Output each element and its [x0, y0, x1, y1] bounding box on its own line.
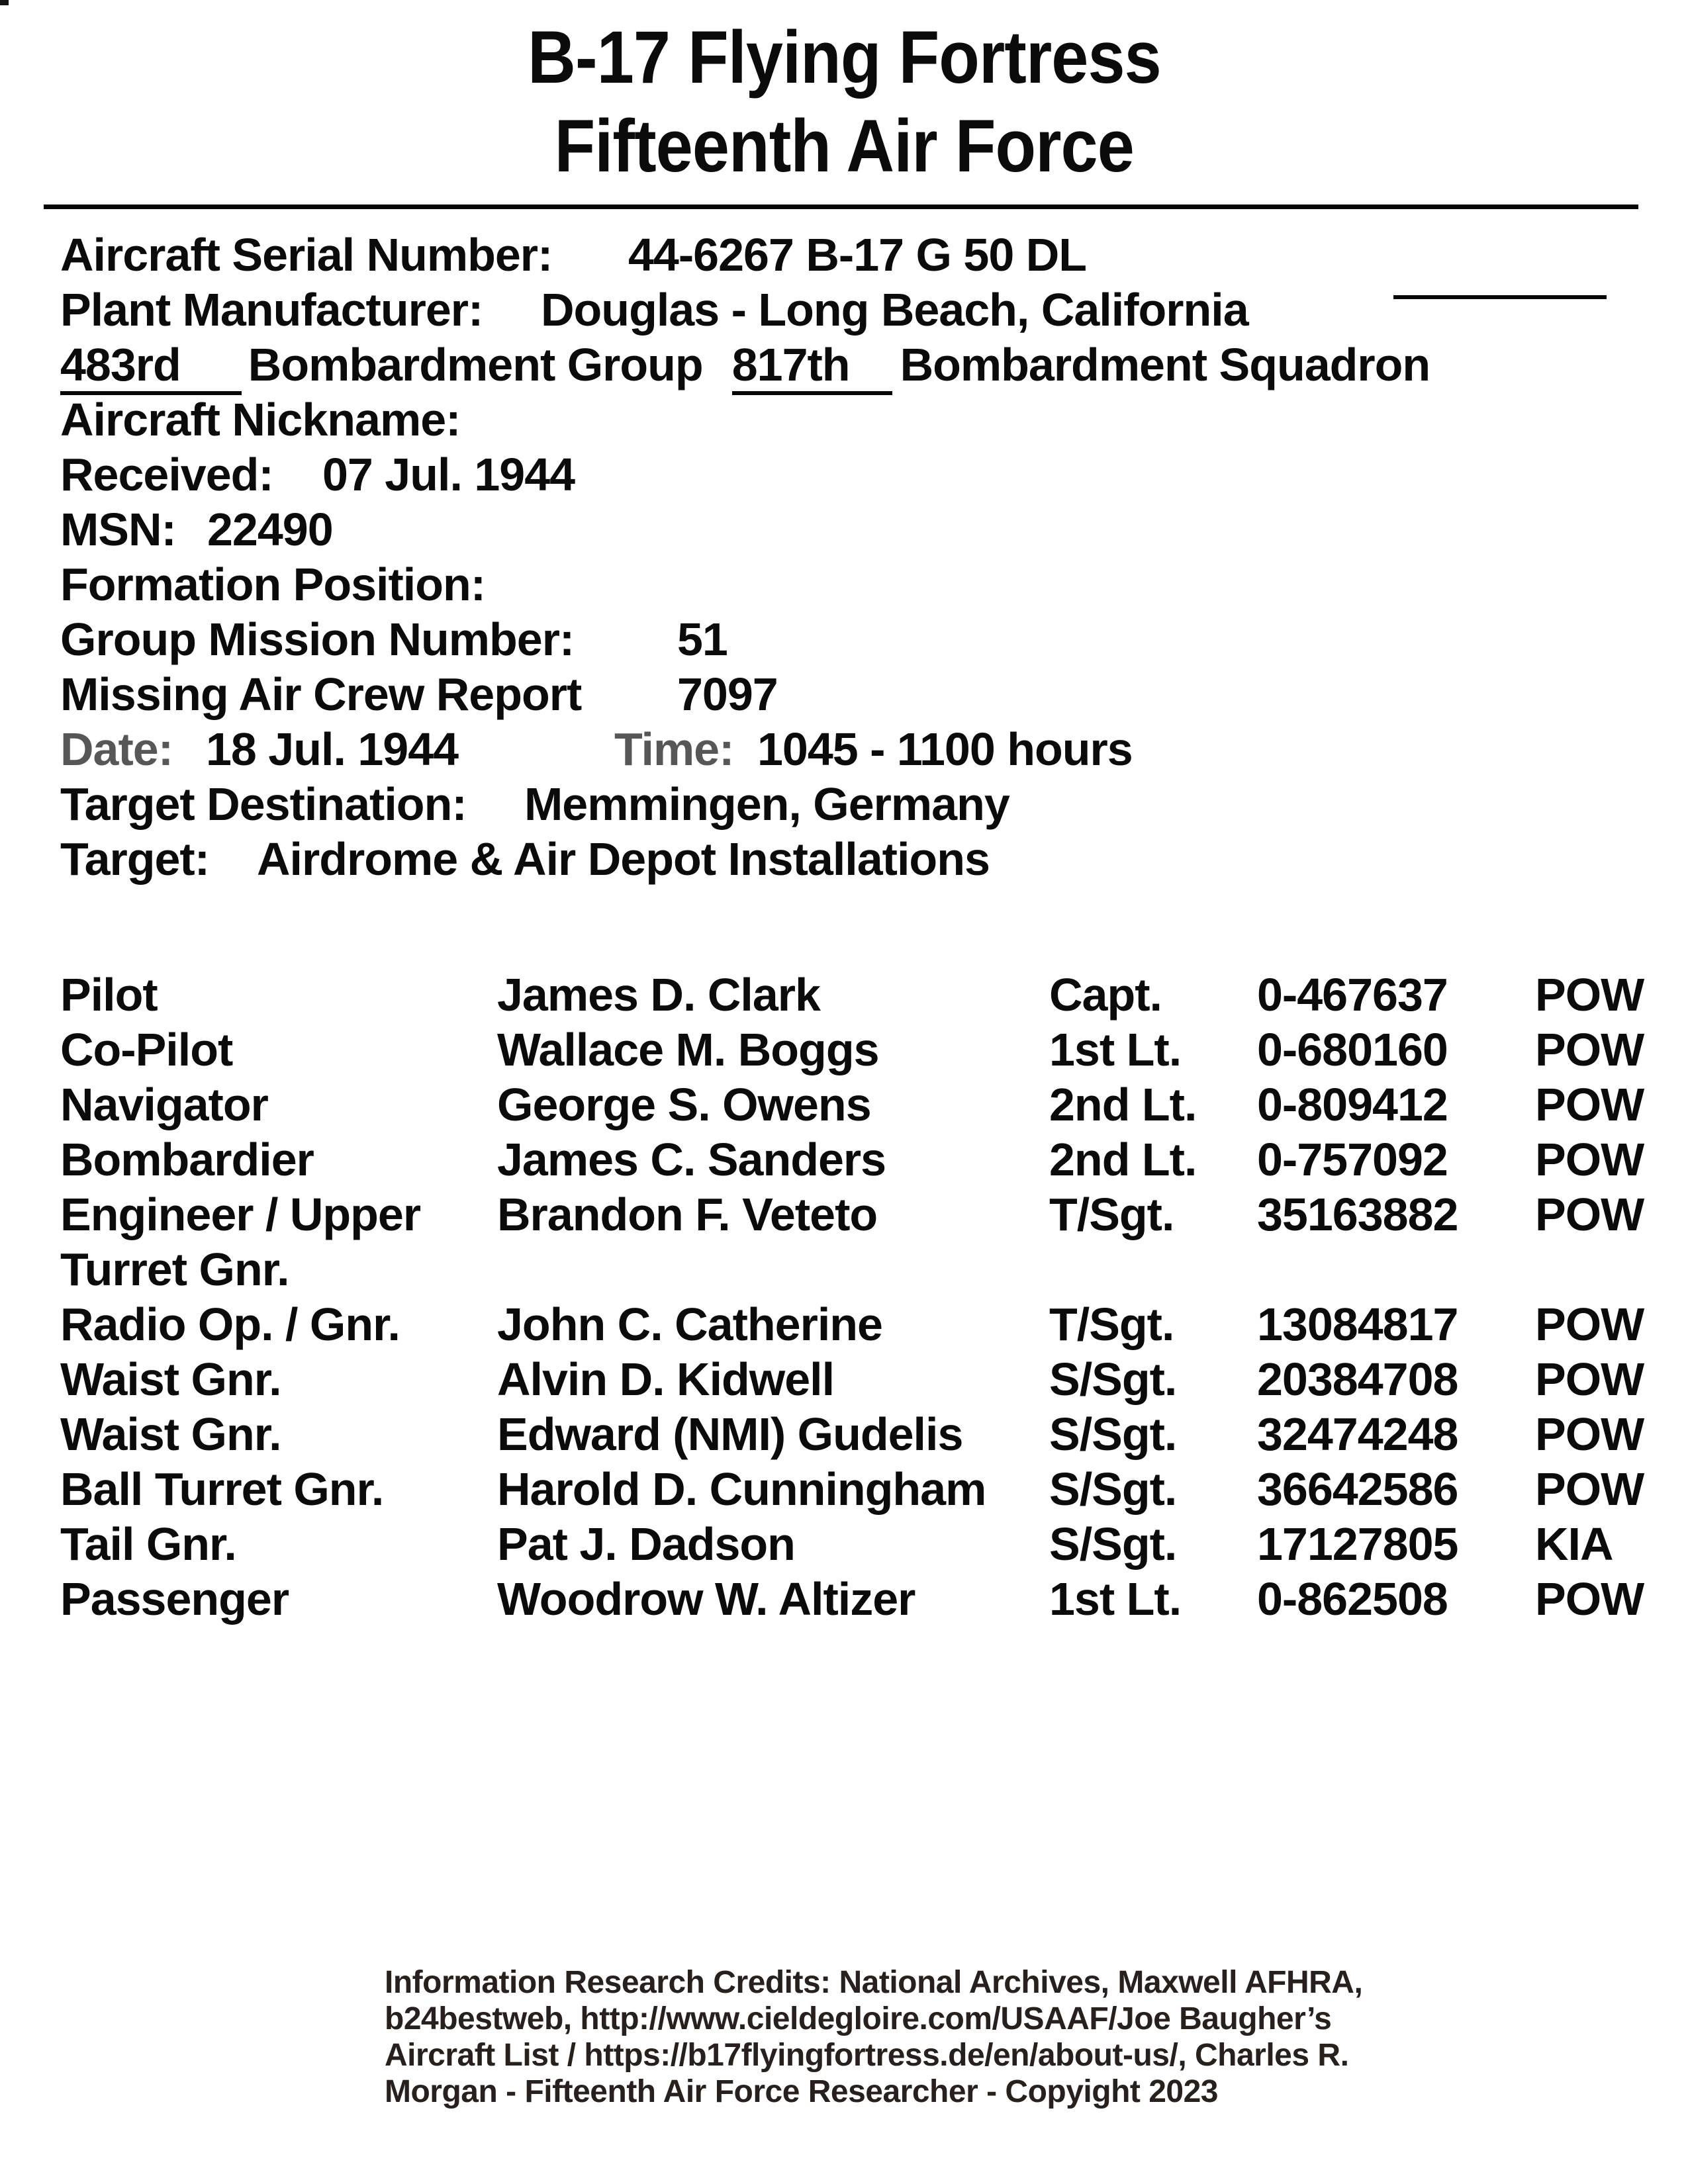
crew-row-waist-gunner-2 — [60, 1407, 1644, 1462]
crew-status: POW — [1535, 1463, 1644, 1515]
crew-row-waist-gunner-1 — [60, 1352, 1644, 1407]
crew-serial: 0-680160 — [1257, 1024, 1448, 1075]
target-value: Airdrome & Air Depot Installations — [257, 833, 990, 885]
serial-label: Aircraft Serial Number: — [60, 229, 553, 281]
squadron-number: 817th — [732, 340, 892, 395]
title-line-1-wrap — [0, 13, 1688, 102]
field-row-received — [60, 447, 1648, 502]
target-destination-label: Target Destination: — [60, 778, 467, 830]
crew-rank: S/Sgt. — [1049, 1408, 1177, 1460]
crew-rank: Capt. — [1049, 969, 1162, 1021]
crew-rank: S/Sgt. — [1049, 1353, 1177, 1405]
time-label: Time: — [614, 723, 734, 775]
field-row-plant — [60, 283, 1648, 338]
nickname-label: Aircraft Nickname: — [60, 394, 461, 445]
header-divider — [44, 205, 1638, 209]
crew-rank: 1st Lt. — [1049, 1024, 1182, 1075]
group-number: 483rd — [60, 340, 242, 395]
target-destination-value: Memmingen, Germany — [524, 778, 1009, 830]
squadron-label: Bombardment Squadron — [900, 339, 1430, 390]
crew-serial: 0-862508 — [1257, 1573, 1448, 1625]
credits-line-4: Morgan - Fifteenth Air Force Researcher - Copyight 2023 — [385, 2074, 1218, 2109]
crew-status: POW — [1535, 1573, 1644, 1625]
crew-name: Woodrow W. Altizer — [497, 1573, 915, 1625]
crew-row-passenger — [60, 1572, 1644, 1627]
crew-serial: 32474248 — [1257, 1408, 1458, 1460]
crew-status: POW — [1535, 1408, 1644, 1460]
crew-name: Wallace M. Boggs — [497, 1024, 879, 1075]
field-row-macr — [60, 667, 1648, 722]
crew-row-tail-gunner — [60, 1517, 1628, 1572]
field-row-formation — [60, 557, 1648, 612]
crew-status: POW — [1535, 1024, 1644, 1075]
crew-serial: 36642586 — [1257, 1463, 1458, 1515]
crew-serial: 20384708 — [1257, 1353, 1458, 1405]
crew-serial: 0-809412 — [1257, 1079, 1448, 1130]
date-label: Date: — [60, 723, 173, 775]
received-value: 07 Jul. 1944 — [322, 449, 575, 500]
formation-label: Formation Position: — [60, 559, 486, 610]
crew-rank: S/Sgt. — [1049, 1518, 1177, 1570]
credits-line-3: Aircraft List / https://b17flyingfortress.de/en/about-us/, Charles R. — [385, 2038, 1349, 2073]
crew-status: POW — [1535, 1189, 1644, 1240]
crew-status: POW — [1535, 1134, 1644, 1185]
crew-status: POW — [1535, 1353, 1644, 1405]
credits-line-2: b24bestweb, http://www.cieldegloire.com/USAAF/Joe Baugher’s — [385, 2001, 1332, 2036]
crew-serial: 17127805 — [1257, 1518, 1458, 1570]
field-row-serial — [60, 228, 1648, 283]
field-row-msn — [60, 502, 1648, 557]
group-label: Bombardment Group — [248, 339, 703, 390]
crew-name: Brandon F. Veteto — [497, 1189, 878, 1240]
crew-status: POW — [1535, 1298, 1644, 1350]
crew-role: Co-Pilot — [60, 1024, 233, 1075]
crew-role: Passenger — [60, 1573, 289, 1625]
field-row-mission-number — [60, 612, 1648, 667]
field-row-nickname — [60, 392, 1648, 447]
crew-role: Radio Op. / Gnr. — [60, 1298, 400, 1350]
crew-role: Ball Turret Gnr. — [60, 1463, 384, 1515]
crew-role: Navigator — [60, 1079, 268, 1130]
crew-rank: S/Sgt. — [1049, 1463, 1177, 1515]
crew-name: Harold D. Cunningham — [497, 1463, 986, 1515]
target-label: Target: — [60, 833, 210, 885]
crew-status: POW — [1535, 1079, 1644, 1130]
crew-row-navigator — [60, 1077, 1644, 1132]
crew-rank: T/Sgt. — [1049, 1298, 1174, 1350]
title-line-2-wrap — [0, 102, 1688, 191]
plant-label: Plant Manufacturer: — [60, 284, 483, 336]
crew-serial: 0-467637 — [1257, 969, 1448, 1021]
crew-name: Pat J. Dadson — [497, 1518, 795, 1570]
crew-name: Alvin D. Kidwell — [497, 1353, 835, 1405]
plant-value: Douglas - Long Beach, California — [541, 284, 1248, 336]
crew-status: KIA — [1535, 1518, 1613, 1570]
macr-label: Missing Air Crew Report — [60, 668, 582, 720]
crew-name: George S. Owens — [497, 1079, 871, 1130]
crew-role: Pilot — [60, 969, 158, 1021]
serial-value: 44-6267 B-17 G 50 DL — [628, 229, 1087, 281]
crew-role: Waist Gnr. — [60, 1353, 281, 1405]
crew-serial: 0-757092 — [1257, 1134, 1448, 1185]
document-title — [0, 13, 1688, 191]
field-row-target — [60, 832, 1648, 887]
title-line-2: Fifteenth Air Force — [554, 105, 1134, 187]
crew-role: Tail Gnr. — [60, 1518, 236, 1570]
msn-value: 22490 — [207, 504, 333, 555]
mission-number-label: Group Mission Number: — [60, 614, 575, 665]
crew-row-pilot — [60, 968, 1644, 1023]
crew-table — [60, 968, 1644, 1627]
crew-row-co-pilot — [60, 1023, 1644, 1077]
crew-role: Bombardier — [60, 1134, 314, 1185]
field-row-target-destination — [60, 777, 1648, 832]
crew-role: Engineer / Upper Turret Gnr. — [60, 1189, 421, 1295]
crew-name: James D. Clark — [497, 969, 820, 1021]
time-value: 1045 - 1100 hours — [757, 723, 1133, 775]
field-row-group-squadron — [60, 338, 1648, 392]
received-label: Received: — [60, 449, 273, 500]
crew-serial: 35163882 — [1257, 1189, 1458, 1240]
crew-row-bombardier — [60, 1132, 1644, 1187]
crew-role: Waist Gnr. — [60, 1408, 281, 1460]
crew-name: John C. Catherine — [497, 1298, 882, 1350]
title-line-1: B-17 Flying Fortress — [527, 16, 1161, 99]
macr-value: 7097 — [677, 668, 778, 720]
crew-rank: T/Sgt. — [1049, 1189, 1174, 1240]
crew-rank: 2nd Lt. — [1049, 1134, 1197, 1185]
crew-rank: 1st Lt. — [1049, 1573, 1182, 1625]
credits-block — [385, 1964, 1417, 2110]
crew-row-radio-operator — [60, 1297, 1644, 1352]
crew-status: POW — [1535, 969, 1644, 1021]
msn-label: MSN: — [60, 504, 176, 555]
mission-number-value: 51 — [677, 614, 727, 665]
crew-row-ball-turret-gunner — [60, 1462, 1644, 1517]
crew-serial: 13084817 — [1257, 1298, 1458, 1350]
field-row-date-time — [60, 722, 1648, 777]
crew-rank: 2nd Lt. — [1049, 1079, 1197, 1130]
credits-line-1: Information Research Credits: National Archives, Maxwell AFHRA, — [385, 1965, 1363, 2000]
crew-name: Edward (NMI) Gudelis — [497, 1408, 963, 1460]
crew-name: James C. Sanders — [497, 1134, 886, 1185]
date-value: 18 Jul. 1944 — [206, 723, 459, 775]
aircraft-info-section — [60, 228, 1648, 887]
crew-row-engineer — [60, 1187, 1644, 1297]
scan-artifact — [0, 0, 9, 5]
